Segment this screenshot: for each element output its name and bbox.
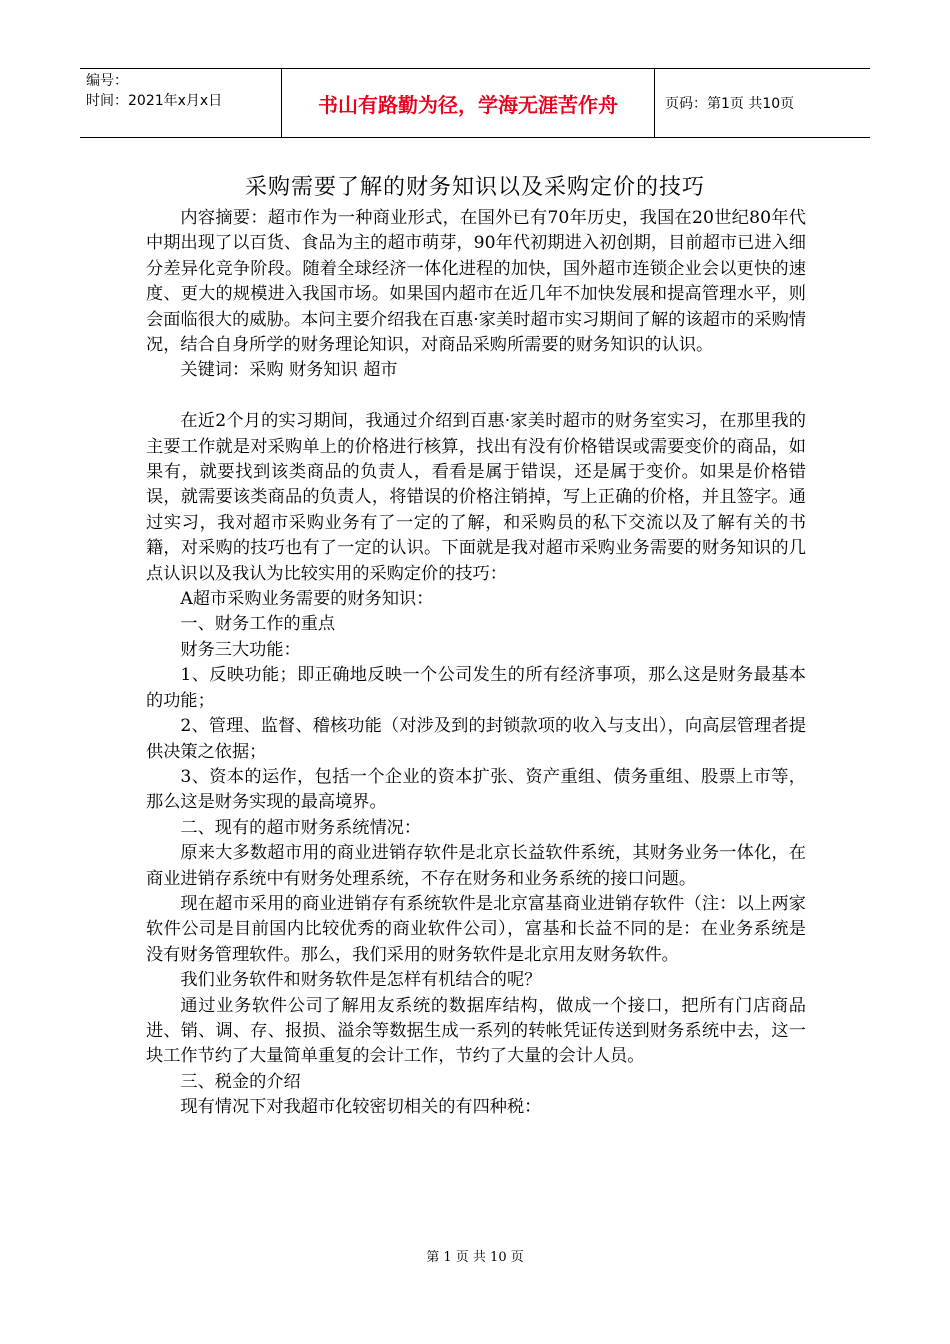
code-label: 编号： <box>86 73 128 89</box>
list-item: 2、管理、监督、稽核功能（对涉及到的封锁款项的收入与支出），向高层管理者提供决策之依据； <box>146 716 806 762</box>
paragraph: 现在超市采用的商业进销存有系统软件是北京富基商业进销存软件（注：以上两家软件公司是目前国内比较优秀的商业软件公司），富基和长益不同的是：在业务系统是没有财务管理软件。那么，我们采用的财务软件是北京用友财务软件。 <box>146 893 806 965</box>
header-motto: 书山有路勤为径，学海无涯苦作舟 <box>318 92 618 117</box>
section-heading: 二、现有的超市财务系统情况： <box>180 817 422 838</box>
paragraph: 在近2个月的实习期间，我通过介绍到百惠·家美时超市的财务室实习，在那里我的主要工作就是对采购单上的价格进行核算，找出有没有价格错误或需要变价的商品，如果有，就要找到该类商品的负责人，看看是属于错误，还是属于变价。如果是价格错误，就需要该类商品的负责人，将错误的价格注销掉，写上正确的价格，并且签字。通过实习，我对超市采购业务有了一定的了解，和采购员的私下交流以及了解有关的书籍，对采购的技巧也有了一定的认识。下面就是我对超市采购业务需要的财务知识的几点认识以及我认为比较实用的采购定价的技巧： <box>146 411 806 584</box>
paragraph: 现有情况下对我超市化较密切相关的有四种税： <box>180 1097 542 1118</box>
blank-line <box>146 384 806 409</box>
list-item: 1、反映功能；即正确地反映一个公司发生的所有经济事项，那么这是财务最基本的功能； <box>146 665 806 711</box>
header-page-info: 页码：第1页 共10页 <box>665 96 795 112</box>
document-body <box>146 206 806 1121</box>
paragraph: 通过业务软件公司了解用友系统的数据库结构，做成一个接口，把所有门店商品进、销、调、存、报损、溢余等数据生成一系列的转帐凭证传送到财务系统中去，这一块工作节约了大量简单重复的会计工作，节约了大量的会计人员。 <box>146 995 806 1067</box>
paragraph: 财务三大功能： <box>180 639 301 660</box>
page-footer: 第 1 页 共 10 页 <box>426 1250 524 1265</box>
section-heading: 一、财务工作的重点 <box>180 614 336 635</box>
paragraph: 原来大多数超市用的商业进销存软件是北京长益软件系统，其财务业务一体化，在商业进销存系统中有财务处理系统，不存在财务和业务系统的接口问题。 <box>146 843 806 889</box>
list-item: 3、资本的运作，包括一个企业的资本扩张、资产重组、债务重组、股票上市等，那么这是财务实现的最高境界。 <box>146 766 806 813</box>
section-heading: 三、税金的介绍 <box>180 1071 301 1092</box>
date-label: 时间：2021年x月x日 <box>86 93 223 109</box>
document-title: 采购需要了解的财务知识以及采购定价的技巧 <box>244 175 705 200</box>
paragraph-abstract: 内容摘要：超市作为一种商业形式，在国外已有70年历史，我国在20世纪80年代中期出现了以百货、食品为主的超市萌芽，90年代初期进入初创期，目前超市已进入细分差异化竞争阶段。随着全球经济一体化进程的加快，国外超市连锁企业会以更快的速度、更大的规模进入我国市场。如果国内超市在近几年不加快发展和提高管理水平，则会面临很大的威胁。本问主要介绍我在百惠·家美时超市实习期间了解的该超市的采购情况，结合自身所学的财务理论知识，对商品采购所需要的财务知识的认识。 <box>146 208 806 356</box>
paragraph-keywords: 关键词：采购 财务知识 超市 <box>180 360 398 381</box>
header-meta-cell <box>80 69 280 137</box>
paragraph: 我们业务软件和财务软件是怎样有机结合的呢？ <box>180 970 542 991</box>
section-heading: A超市采购业务需要的财务知识： <box>180 589 434 610</box>
document-header <box>80 68 870 138</box>
